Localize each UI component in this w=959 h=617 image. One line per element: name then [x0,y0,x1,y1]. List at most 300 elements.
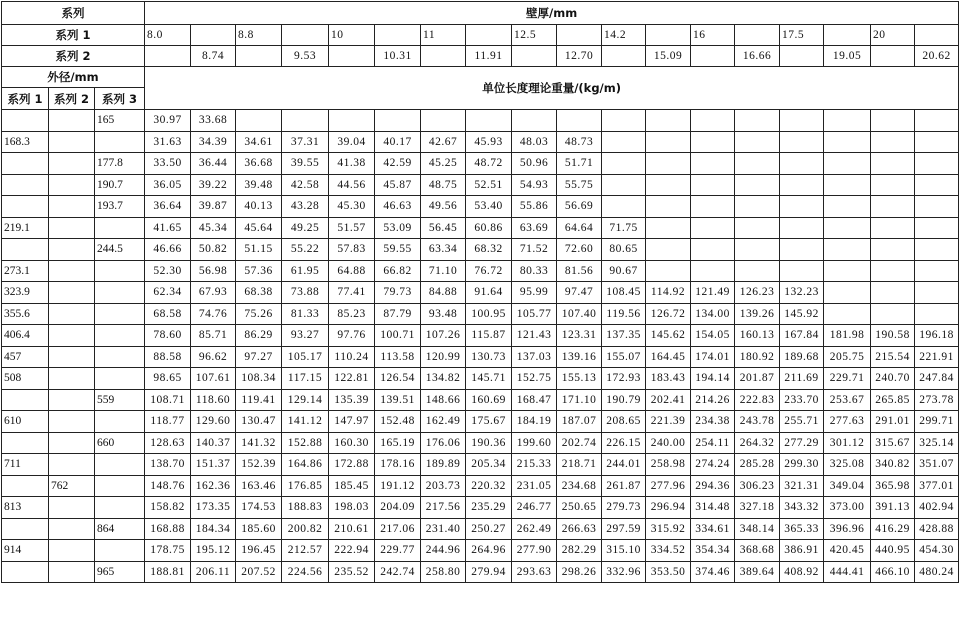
outer-diameter-s3: 559 [95,389,145,411]
table-row [2,411,959,433]
weight-cell: 444.41 [824,561,871,583]
weight-cell: 33.50 [145,153,191,175]
outer-diameter-s2 [49,389,95,411]
weight-cell: 63.69 [512,217,557,239]
wall-series2-value [780,46,824,67]
wall-thickness-header: 壁厚/mm [145,2,959,25]
outer-diameter-s1: 914 [2,540,49,562]
weight-cell: 48.72 [466,153,512,175]
weight-cell [824,303,871,325]
outer-diameter-s3 [95,346,145,368]
weight-cell: 198.03 [329,497,375,519]
weight-cell: 64.88 [329,260,375,282]
wall-series2-value [512,46,557,67]
weight-cell: 428.88 [915,518,959,540]
weight-cell: 100.71 [375,325,421,347]
weight-cell: 72.60 [557,239,602,261]
weight-cell: 108.71 [145,389,191,411]
weight-cell: 231.40 [421,518,466,540]
weight-cell: 114.92 [646,282,691,304]
weight-cell: 154.05 [691,325,735,347]
table-row [2,303,959,325]
weight-cell [871,217,915,239]
outer-diameter-s2 [49,303,95,325]
weight-cell: 466.10 [871,561,915,583]
weight-cell: 49.25 [282,217,329,239]
outer-diameter-s2 [49,454,95,476]
weight-cell: 178.75 [145,540,191,562]
od-series2-label: 系列 2 [49,88,95,110]
weight-cell: 137.35 [602,325,646,347]
weight-cell: 211.69 [780,368,824,390]
weight-cell: 217.56 [421,497,466,519]
weight-cell: 183.43 [646,368,691,390]
weight-cell: 46.66 [145,239,191,261]
outer-diameter-s3 [95,217,145,239]
weight-cell: 126.54 [375,368,421,390]
weight-cell: 39.48 [236,174,282,196]
wall-series2-value: 16.66 [735,46,780,67]
weight-cell: 332.96 [602,561,646,583]
weight-cell: 440.95 [871,540,915,562]
weight-cell: 279.73 [602,497,646,519]
outer-diameter-s2 [49,497,95,519]
weight-cell: 190.58 [871,325,915,347]
od-series3-label: 系列 3 [95,88,145,110]
weight-cell: 68.58 [145,303,191,325]
wall-series1-value: 8.0 [145,25,191,46]
weight-cell [691,196,735,218]
outer-diameter-s3: 244.5 [95,239,145,261]
weight-cell: 176.06 [421,432,466,454]
outer-diameter-s2 [49,411,95,433]
weight-cell: 255.71 [780,411,824,433]
weight-cell: 206.11 [191,561,236,583]
weight-cell: 130.47 [236,411,282,433]
weight-cell [871,282,915,304]
weight-cell: 253.67 [824,389,871,411]
weight-cell: 340.82 [871,454,915,476]
weight-cell: 454.30 [915,540,959,562]
weight-cell: 67.93 [191,282,236,304]
weight-cell: 208.65 [602,411,646,433]
weight-cell: 147.97 [329,411,375,433]
weight-cell [735,131,780,153]
outer-diameter-s1 [2,174,49,196]
weight-cell [735,174,780,196]
wall-series2-value [871,46,915,67]
weight-cell: 51.15 [236,239,282,261]
weight-cell: 93.27 [282,325,329,347]
weight-cell: 105.17 [282,346,329,368]
weight-cell: 164.45 [646,346,691,368]
weight-cell: 195.12 [191,540,236,562]
weight-cell: 97.27 [236,346,282,368]
weight-cell: 164.86 [282,454,329,476]
weight-cell: 51.71 [557,153,602,175]
weight-cell: 115.87 [466,325,512,347]
weight-cell: 36.64 [145,196,191,218]
table-row [2,432,959,454]
weight-cell: 48.73 [557,131,602,153]
weight-cell: 185.45 [329,475,375,497]
weight-cell: 243.78 [735,411,780,433]
weight-cell [282,110,329,132]
weight-cell: 73.88 [282,282,329,304]
weight-cell: 244.96 [421,540,466,562]
weight-cell: 202.41 [646,389,691,411]
weight-cell: 215.54 [871,346,915,368]
weight-cell: 81.56 [557,260,602,282]
weight-cell: 135.39 [329,389,375,411]
weight-cell: 31.63 [145,131,191,153]
weight-cell: 148.76 [145,475,191,497]
weight-cell: 45.93 [466,131,512,153]
weight-cell: 315.92 [646,518,691,540]
weight-cell: 53.09 [375,217,421,239]
table-row [2,540,959,562]
weight-cell: 51.57 [329,217,375,239]
table-row [2,260,959,282]
weight-cell: 43.28 [282,196,329,218]
weight-cell: 199.60 [512,432,557,454]
weight-cell: 262.49 [512,518,557,540]
weight-cell: 377.01 [915,475,959,497]
wall-series1-value [646,25,691,46]
weight-cell: 221.91 [915,346,959,368]
weight-cell: 168.88 [145,518,191,540]
weight-cell: 480.24 [915,561,959,583]
wall-series2-value: 8.74 [191,46,236,67]
outer-diameter-s1: 323.9 [2,282,49,304]
weight-cell: 57.83 [329,239,375,261]
weight-cell: 130.73 [466,346,512,368]
weight-cell: 298.26 [557,561,602,583]
weight-cell: 334.61 [691,518,735,540]
weight-cell: 113.58 [375,346,421,368]
weight-cell: 50.96 [512,153,557,175]
outer-diameter-s1 [2,110,49,132]
outer-diameter-s2 [49,153,95,175]
table-row [2,217,959,239]
weight-cell [602,110,646,132]
table-row [2,153,959,175]
weight-cell: 68.32 [466,239,512,261]
table-row [2,518,959,540]
weight-cell [602,174,646,196]
outer-diameter-s2 [49,260,95,282]
outer-diameter-s1 [2,239,49,261]
weight-cell: 75.26 [236,303,282,325]
weight-cell: 57.36 [236,260,282,282]
weight-cell: 62.34 [145,282,191,304]
table-row [2,389,959,411]
wall-series1-value: 10 [329,25,375,46]
weight-cell: 152.39 [236,454,282,476]
wall-series1-value [557,25,602,46]
weight-cell: 49.56 [421,196,466,218]
weight-cell: 296.94 [646,497,691,519]
weight-cell [871,174,915,196]
weight-cell: 100.95 [466,303,512,325]
wall-series1-value: 8.8 [236,25,282,46]
outer-diameter-s3: 965 [95,561,145,583]
weight-cell: 188.81 [145,561,191,583]
wall-series2-value [691,46,735,67]
weight-cell: 351.07 [915,454,959,476]
weight-cell: 162.36 [191,475,236,497]
weight-cell: 264.32 [735,432,780,454]
weight-cell: 254.11 [691,432,735,454]
weight-cell: 244.01 [602,454,646,476]
weight-cell: 184.34 [191,518,236,540]
weight-cell [691,110,735,132]
outer-diameter-s1 [2,389,49,411]
weight-cell: 235.29 [466,497,512,519]
weight-cell: 279.94 [466,561,512,583]
weight-cell: 117.15 [282,368,329,390]
outer-diameter-s2 [49,131,95,153]
outer-diameter-s3: 660 [95,432,145,454]
weight-cell: 277.63 [824,411,871,433]
outer-diameter-s2 [49,282,95,304]
weight-cell: 291.01 [871,411,915,433]
weight-cell: 45.30 [329,196,375,218]
weight-cell [646,131,691,153]
weight-cell: 91.64 [466,282,512,304]
weight-cell: 107.61 [191,368,236,390]
weight-cell: 250.65 [557,497,602,519]
weight-cell: 139.26 [735,303,780,325]
weight-cell: 36.68 [236,153,282,175]
outer-diameter-s3: 864 [95,518,145,540]
weight-cell: 187.07 [557,411,602,433]
weight-cell [824,260,871,282]
weight-cell: 45.87 [375,174,421,196]
weight-cell: 396.96 [824,518,871,540]
outer-diameter-s2: 762 [49,475,95,497]
outer-diameter-s2 [49,110,95,132]
outer-diameter-s3 [95,260,145,282]
weight-cell: 88.58 [145,346,191,368]
weight-cell: 93.48 [421,303,466,325]
weight-cell: 71.10 [421,260,466,282]
outer-diameter-s1: 813 [2,497,49,519]
table-row [2,282,959,304]
weight-cell: 185.60 [236,518,282,540]
outer-diameter-s2 [49,346,95,368]
outer-diameter-s1: 355.6 [2,303,49,325]
weight-cell [691,153,735,175]
weight-cell [915,260,959,282]
weight-cell: 365.98 [871,475,915,497]
weight-cell: 250.27 [466,518,512,540]
weight-cell: 265.85 [871,389,915,411]
weight-cell: 218.71 [557,454,602,476]
weight-cell: 163.46 [236,475,282,497]
weight-cell: 297.59 [602,518,646,540]
outer-diameter-s3 [95,454,145,476]
wall-series1-value [824,25,871,46]
weight-cell [735,153,780,175]
weight-cell: 201.87 [735,368,780,390]
weight-cell: 231.05 [512,475,557,497]
weight-cell: 122.81 [329,368,375,390]
weight-cell: 285.28 [735,454,780,476]
weight-cell: 368.68 [735,540,780,562]
weight-cell: 42.59 [375,153,421,175]
weight-cell [557,110,602,132]
weight-cell [602,131,646,153]
weight-cell [824,174,871,196]
outer-diameter-s1 [2,475,49,497]
weight-cell: 129.14 [282,389,329,411]
weight-cell: 134.00 [691,303,735,325]
outer-diameter-s1 [2,196,49,218]
wall-series1-value: 12.5 [512,25,557,46]
wall-series2-value: 12.70 [557,46,602,67]
outer-diameter-header: 外径/mm [2,67,145,88]
weight-cell: 264.96 [466,540,512,562]
weight-cell: 180.92 [735,346,780,368]
weight-cell: 247.84 [915,368,959,390]
wall-series2-value: 9.53 [282,46,329,67]
weight-cell: 61.95 [282,260,329,282]
weight-cell: 277.29 [780,432,824,454]
outer-diameter-s1: 406.4 [2,325,49,347]
weight-cell: 277.96 [646,475,691,497]
weight-cell: 108.45 [602,282,646,304]
wall-series1-value: 20 [871,25,915,46]
weight-cell [915,217,959,239]
weight-cell: 98.65 [145,368,191,390]
weight-cell [421,110,466,132]
weight-cell: 85.23 [329,303,375,325]
outer-diameter-s1: 457 [2,346,49,368]
weight-cell: 258.80 [421,561,466,583]
weight-cell: 77.41 [329,282,375,304]
wall-series1-value [466,25,512,46]
weight-cell: 54.93 [512,174,557,196]
weight-cell: 299.71 [915,411,959,433]
weight-cell: 141.32 [236,432,282,454]
weight-cell: 172.93 [602,368,646,390]
outer-diameter-s1 [2,432,49,454]
weight-cell: 373.00 [824,497,871,519]
weight-cell [824,153,871,175]
weight-cell: 205.75 [824,346,871,368]
weight-cell [871,303,915,325]
wall-series2-value [421,46,466,67]
weight-cell [735,196,780,218]
weight-cell: 52.51 [466,174,512,196]
weight-cell: 160.30 [329,432,375,454]
weight-cell: 266.63 [557,518,602,540]
weight-cell: 120.99 [421,346,466,368]
weight-cell [691,239,735,261]
weight-cell [602,196,646,218]
weight-cell: 46.63 [375,196,421,218]
outer-diameter-s2 [49,432,95,454]
weight-cell: 261.87 [602,475,646,497]
weight-cell: 80.33 [512,260,557,282]
weight-cell: 107.26 [421,325,466,347]
weight-cell [871,196,915,218]
wall-series1-value [191,25,236,46]
weight-cell [824,217,871,239]
weight-cell: 78.60 [145,325,191,347]
weight-cell: 226.15 [602,432,646,454]
weight-cell: 168.47 [512,389,557,411]
weight-cell: 160.13 [735,325,780,347]
outer-diameter-s3 [95,475,145,497]
weight-cell [646,239,691,261]
weight-cell: 233.70 [780,389,824,411]
weight-cell: 189.68 [780,346,824,368]
weight-cell: 190.79 [602,389,646,411]
weight-cell: 59.55 [375,239,421,261]
weight-cell: 416.29 [871,518,915,540]
weight-cell: 34.61 [236,131,282,153]
weight-cell: 174.01 [691,346,735,368]
weight-cell: 274.24 [691,454,735,476]
wall-series2-value [145,46,191,67]
weight-cell [735,217,780,239]
series-header: 系列 [2,2,145,25]
weight-cell: 90.67 [602,260,646,282]
table-row [2,239,959,261]
weight-cell: 96.62 [191,346,236,368]
weight-cell: 39.22 [191,174,236,196]
wall-series2-value: 11.91 [466,46,512,67]
weight-cell [375,110,421,132]
weight-cell [466,110,512,132]
weight-cell: 160.69 [466,389,512,411]
weight-cell: 129.60 [191,411,236,433]
wall-series1-label: 系列 1 [2,25,145,46]
weight-cell: 325.14 [915,432,959,454]
table-row [2,131,959,153]
weight-cell: 152.48 [375,411,421,433]
weight-cell: 119.56 [602,303,646,325]
weight-cell: 41.65 [145,217,191,239]
weight-cell: 386.91 [780,540,824,562]
weight-cell: 334.52 [646,540,691,562]
wall-series2-value: 10.31 [375,46,421,67]
outer-diameter-s3 [95,131,145,153]
outer-diameter-s3 [95,540,145,562]
weight-cell: 191.12 [375,475,421,497]
weight-cell: 64.64 [557,217,602,239]
weight-cell: 175.67 [466,411,512,433]
weight-cell: 327.18 [735,497,780,519]
outer-diameter-s2 [49,561,95,583]
weight-cell: 353.50 [646,561,691,583]
steel-pipe-weight-table [1,1,959,583]
weight-cell: 80.65 [602,239,646,261]
weight-cell: 81.33 [282,303,329,325]
weight-cell: 39.04 [329,131,375,153]
table-row [2,497,959,519]
weight-cell: 126.23 [735,282,780,304]
weight-cell: 119.41 [236,389,282,411]
od-series1-label: 系列 1 [2,88,49,110]
wall-series1-value [282,25,329,46]
weight-cell: 184.19 [512,411,557,433]
outer-diameter-s2 [49,196,95,218]
weight-cell: 134.82 [421,368,466,390]
weight-cell [915,110,959,132]
